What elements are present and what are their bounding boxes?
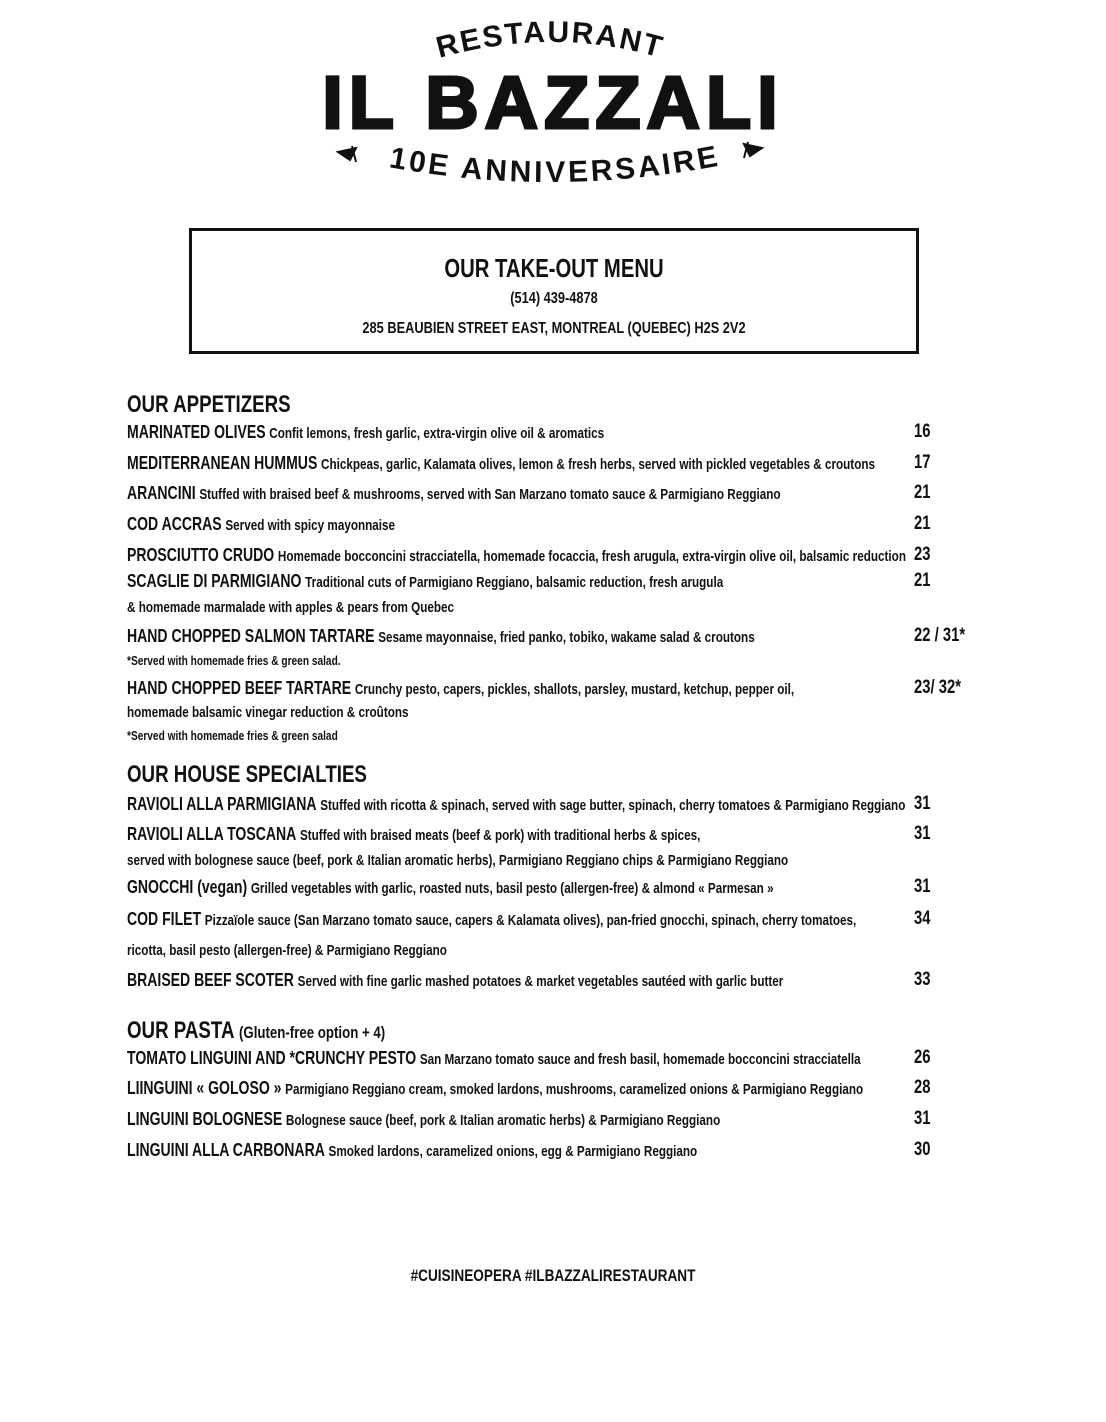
- menu-item: RAVIOLI ALLA TOSCANA Stuffed with braised meats (beef & pork) with traditional herbs & spices,: [127, 824, 701, 844]
- menu-item: MARINATED OLIVES Confit lemons, fresh garlic, extra-virgin olive oil & aromatics: [127, 422, 605, 442]
- restaurant-logo: [0, 0, 1106, 200]
- item-description-continued: & homemade marmalade with apples & pears from Quebec: [127, 599, 455, 616]
- info-box: [189, 228, 919, 354]
- item-price: 22 / 31*: [914, 625, 966, 646]
- item-price: 21: [914, 513, 931, 534]
- menu-item: GNOCCHI (vegan) Grilled vegetables with garlic, roasted nuts, basil pesto (allergen-free) & almond « Parmesan »: [127, 877, 774, 897]
- item-price: 23/ 32*: [914, 677, 961, 698]
- item-price: 23: [914, 544, 931, 565]
- logo-graphic: [0, 0, 1106, 200]
- served-note: *Served with homemade fries & green salad: [127, 728, 338, 743]
- menu-item: SCAGLIE DI PARMIGIANO Traditional cuts of Parmigiano Reggiano, balsamic reduction, fresh arugula: [127, 571, 724, 591]
- item-price: 16: [914, 421, 931, 442]
- menu-item: PROSCIUTTO CRUDO Homemade bocconcini stracciatella, homemade focaccia, fresh arugula, extra-virgin olive oil, balsamic reduction: [127, 545, 906, 565]
- menu-item: LIINGUINI « GOLOSO » Parmigiano Reggiano cream, smoked lardons, mushrooms, caramelized onions & Parmigiano Reggiano: [127, 1078, 864, 1098]
- item-price: 21: [914, 482, 931, 503]
- hashtags: #CUISINEOPERA #ILBAZZALIRESTAURANT: [410, 1266, 696, 1285]
- right-flourish-icon: [744, 142, 762, 158]
- item-price: 31: [914, 823, 931, 844]
- menu-item: RAVIOLI ALLA PARMIGIANA Stuffed with ricotta & spinach, served with sage butter, spinach, cherry tomatoes & Parmigiano Reggiano: [127, 794, 906, 814]
- item-description-continued: ricotta, basil pesto (allergen-free) & Parmigiano Reggiano: [127, 942, 447, 959]
- pasta-title: OUR PASTA (Gluten-free option + 4): [127, 1017, 386, 1044]
- logo-bottom-text: 10E ANNIVERSAIRE: [387, 139, 723, 190]
- item-price: 17: [914, 452, 931, 473]
- menu-item: COD FILET Pizzaïole sauce (San Marzano tomato sauce, capers & Kalamata olives), pan-fried gnocchi, spinach, cherry tomatoes,: [127, 909, 857, 929]
- item-price: 30: [914, 1139, 931, 1160]
- logo-top-text: RESTAURANT: [432, 15, 668, 65]
- menu-item: COD ACCRAS Served with spicy mayonnaise: [127, 514, 396, 534]
- menu-item: BRAISED BEEF SCOTER Served with fine garlic mashed potatoes & market vegetables sautéed with garlic butter: [127, 970, 784, 990]
- item-price: 21: [914, 570, 931, 591]
- logo-main-text: IL BAZZALI: [322, 61, 784, 144]
- item-price: 31: [914, 1108, 931, 1129]
- item-description-continued: homemade balsamic vinegar reduction & croûtons: [127, 704, 409, 721]
- appetizers-title: OUR APPETIZERS: [127, 391, 291, 418]
- item-price: 28: [914, 1077, 931, 1098]
- address: 285 BEAUBIEN STREET EAST, MONTREAL (QUEBEC) H2S 2V2: [362, 320, 746, 337]
- menu-item: ARANCINI Stuffed with braised beef & mushrooms, served with San Marzano tomato sauce & Parmigiano Reggiano: [127, 483, 781, 503]
- menu-item: MEDITERRANEAN HUMMUS Chickpeas, garlic, Kalamata olives, lemon & fresh herbs, served with pickled vegetables & croutons: [127, 453, 876, 473]
- menu-item: HAND CHOPPED BEEF TARTARE Crunchy pesto, capers, pickles, shallots, parsley, mustard, ketchup, pepper oil,: [127, 678, 795, 698]
- item-price: 31: [914, 876, 931, 897]
- phone-number: (514) 439-4878: [510, 290, 598, 307]
- item-price: 31: [914, 793, 931, 814]
- menu-item: LINGUINI ALLA CARBONARA Smoked lardons, caramelized onions, egg & Parmigiano Reggiano: [127, 1140, 698, 1160]
- served-note: *Served with homemade fries & green salad.: [127, 653, 341, 668]
- specialties-title: OUR HOUSE SPECIALTIES: [127, 761, 367, 788]
- menu-item: HAND CHOPPED SALMON TARTARE Sesame mayonnaise, fried panko, tobiko, wakame salad & croutons: [127, 626, 755, 646]
- pasta-note: (Gluten-free option + 4): [238, 1023, 386, 1042]
- item-price: 33: [914, 969, 931, 990]
- menu-item: TOMATO LINGUINI AND *CRUNCHY PESTO San Marzano tomato sauce and fresh basil, homemade bocconcini stracciatella: [127, 1048, 861, 1068]
- item-price: 34: [914, 908, 931, 929]
- left-flourish-icon: [338, 146, 356, 162]
- menu-item: LINGUINI BOLOGNESE Bolognese sauce (beef, pork & Italian aromatic herbs) & Parmigiano Reggiano: [127, 1109, 721, 1129]
- menu-title: OUR TAKE-OUT MENU: [444, 253, 664, 283]
- item-price: 26: [914, 1047, 931, 1068]
- item-description-continued: served with bolognese sauce (beef, pork & Italian aromatic herbs), Parmigiano Reggiano chips & Parmigiano Reggiano: [127, 852, 789, 869]
